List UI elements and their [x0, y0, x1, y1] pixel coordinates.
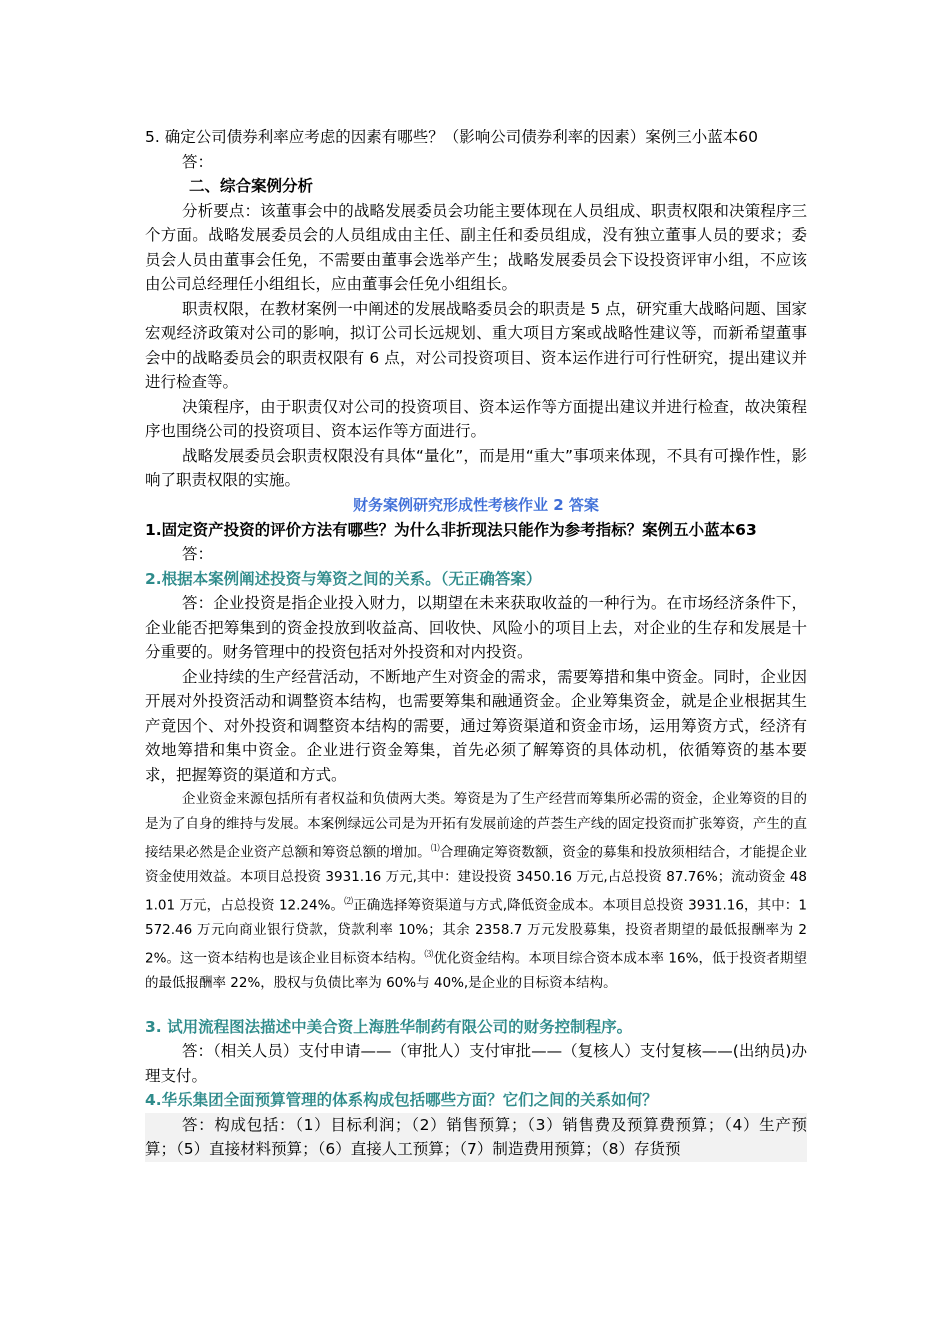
answer-2-paragraph-2: 企业持续的生产经营活动，不断地产生对资金的需求，需要筹措和集中资金。同时，企业因开展对外投资活动和调整资本结构，也需要筹集和融通资金。企业筹集资金，就是企业根据其生产竟因个、对外投资和调整资本结构的需要，通过筹资渠道和资金市场，运用筹资方式，经济有效地筹措和集中资金。企业进行资金筹集，首先必须了解筹资的具体动机，依循筹资的基本要求，把握筹资的渠道和方式。 [145, 667, 807, 784]
question-3: 3. 试用流程图法描述中美合资上海胜华制药有限公司的财务控制程序。 [145, 1017, 633, 1036]
marker-1: ⑴ [430, 843, 440, 854]
marker-2: ⑵ [344, 896, 354, 907]
marker-3: ⑶ [424, 949, 434, 960]
detail-text-d: 优化资金结构。本项目综合资本成本率 16%，低于投资者期望的最低报酬率 22%，股权与负债比率为 60%与 40%,是企业的目标资本结构。 [145, 950, 807, 992]
analysis-paragraph-2: 职责权限，在教材案例一中阐述的发展战略委员会的职责是 5 点，研究重大战略问题、国家宏观经济政策对公司的影响，拟订公司长远规划、重大项目方案或战略性建议等，而新希望董事会中的战略委员会的职责权限有 6 点，对公司投资项目、资本运作进行可行性研究，提出建议并进行检查等。 [145, 299, 807, 391]
answer-2-paragraph-1: 答：企业投资是指企业投入财力，以期望在未来获取收益的一种行为。在市场经济条件下，企业能否把筹集到的资金投放到收益高、回收快、风险小的项目上去，对企业的生存和发展是十分重要的。财务管理中的投资包括对外投资和对内投资。 [145, 594, 807, 661]
answer-5: 答： [182, 152, 214, 171]
question-5: 5. 确定公司债券利率应考虑的因素有哪些？（影响公司债券利率的因素）案例三小蓝本60 [145, 128, 758, 146]
analysis-paragraph-4: 战略发展委员会职责权限没有具体“量化”，而是用“重大”事项来体现，不具有可操作性，影响了职责权限的实施。 [145, 446, 807, 489]
question-4: 4.华乐集团全面预算管理的体系构成包括哪些方面？它们之间的关系如何？ [145, 1091, 658, 1110]
answer-2-detail [145, 787, 807, 996]
analysis-paragraph-3: 决策程序，由于职责仅对公司的投资项目、资本运作等方面提出建议并进行检查，故决策程序也围绕公司的投资项目、资本运作等方面进行。 [145, 397, 807, 440]
detail-text-c: 正确选择筹资渠道与方式,降低资金成本。本项目总投资 3931.16，其中：1572.46 万元向商业银行贷款，贷款利率 10%；其余 2358.7 万元发股募集，投资者期望的最低报酬率为 22%。这一资本结构也是该企业目标资本结构。 [145, 897, 807, 967]
homework-title: 财务案例研究形成性考核作业 2 答案 [353, 495, 599, 514]
question-1: 1.固定资产投资的评价方法有哪些？为什么非折现法只能作为参考指标？案例五小蓝本63 [145, 520, 757, 539]
answer-1: 答： [182, 545, 214, 563]
answer-4: 答：构成包括：（1）目标利润；（2）销售预算；（3）销售费及预算费预算；（4）生产预算；（5）直接材料预算；（6）直接人工预算；（7）制造费用预算；（8）存货预 [145, 1113, 807, 1162]
analysis-paragraph-1: 分析要点：该董事会中的战略发展委员会功能主要体现在人员组成、职责权限和决策程序三个方面。战略发展委员会的人员组成由主任、副主任和委员组成，没有独立董事人员的要求；委员会人员由董事会任免，不需要由董事会选举产生；战略发展委员会下设投资评审小组，不应该由公司总经理任小组组长，应由董事会任免小组组长。 [145, 201, 807, 293]
document-body [145, 125, 807, 1162]
detail-text-a: 企业资金来源包括所有者权益和负债两大类。筹资是为了生产经营而筹集所必需的资金，企业筹资的目的是为了自身的维持与发展。本案例绿远公司是为开拓有发展前途的芦荟生产线的固定投资而扩张筹资，产生的直接结果必然是企业资产总额和筹资总额的增加。 [145, 791, 807, 861]
section-heading: 二、综合案例分析 [189, 177, 314, 195]
spacer [145, 996, 807, 1015]
detail-text-b: 合理确定筹资数额，资金的募集和投放须相结合，才能提企业资金使用效益。本项目总投资 3931.16 万元,其中：建设投资 3450.16 万元,占总投资 87.76%；流动资金 481.01 万元，占总投资 12.24%。 [145, 844, 807, 914]
question-2: 2.根据本案例阐述投资与筹资之间的关系。（无正确答案） [145, 569, 542, 588]
answer-3: 答：（相关人员）支付申请——（审批人）支付审批——（复核人）支付复核——(出纳员)办理支付。 [145, 1042, 807, 1085]
